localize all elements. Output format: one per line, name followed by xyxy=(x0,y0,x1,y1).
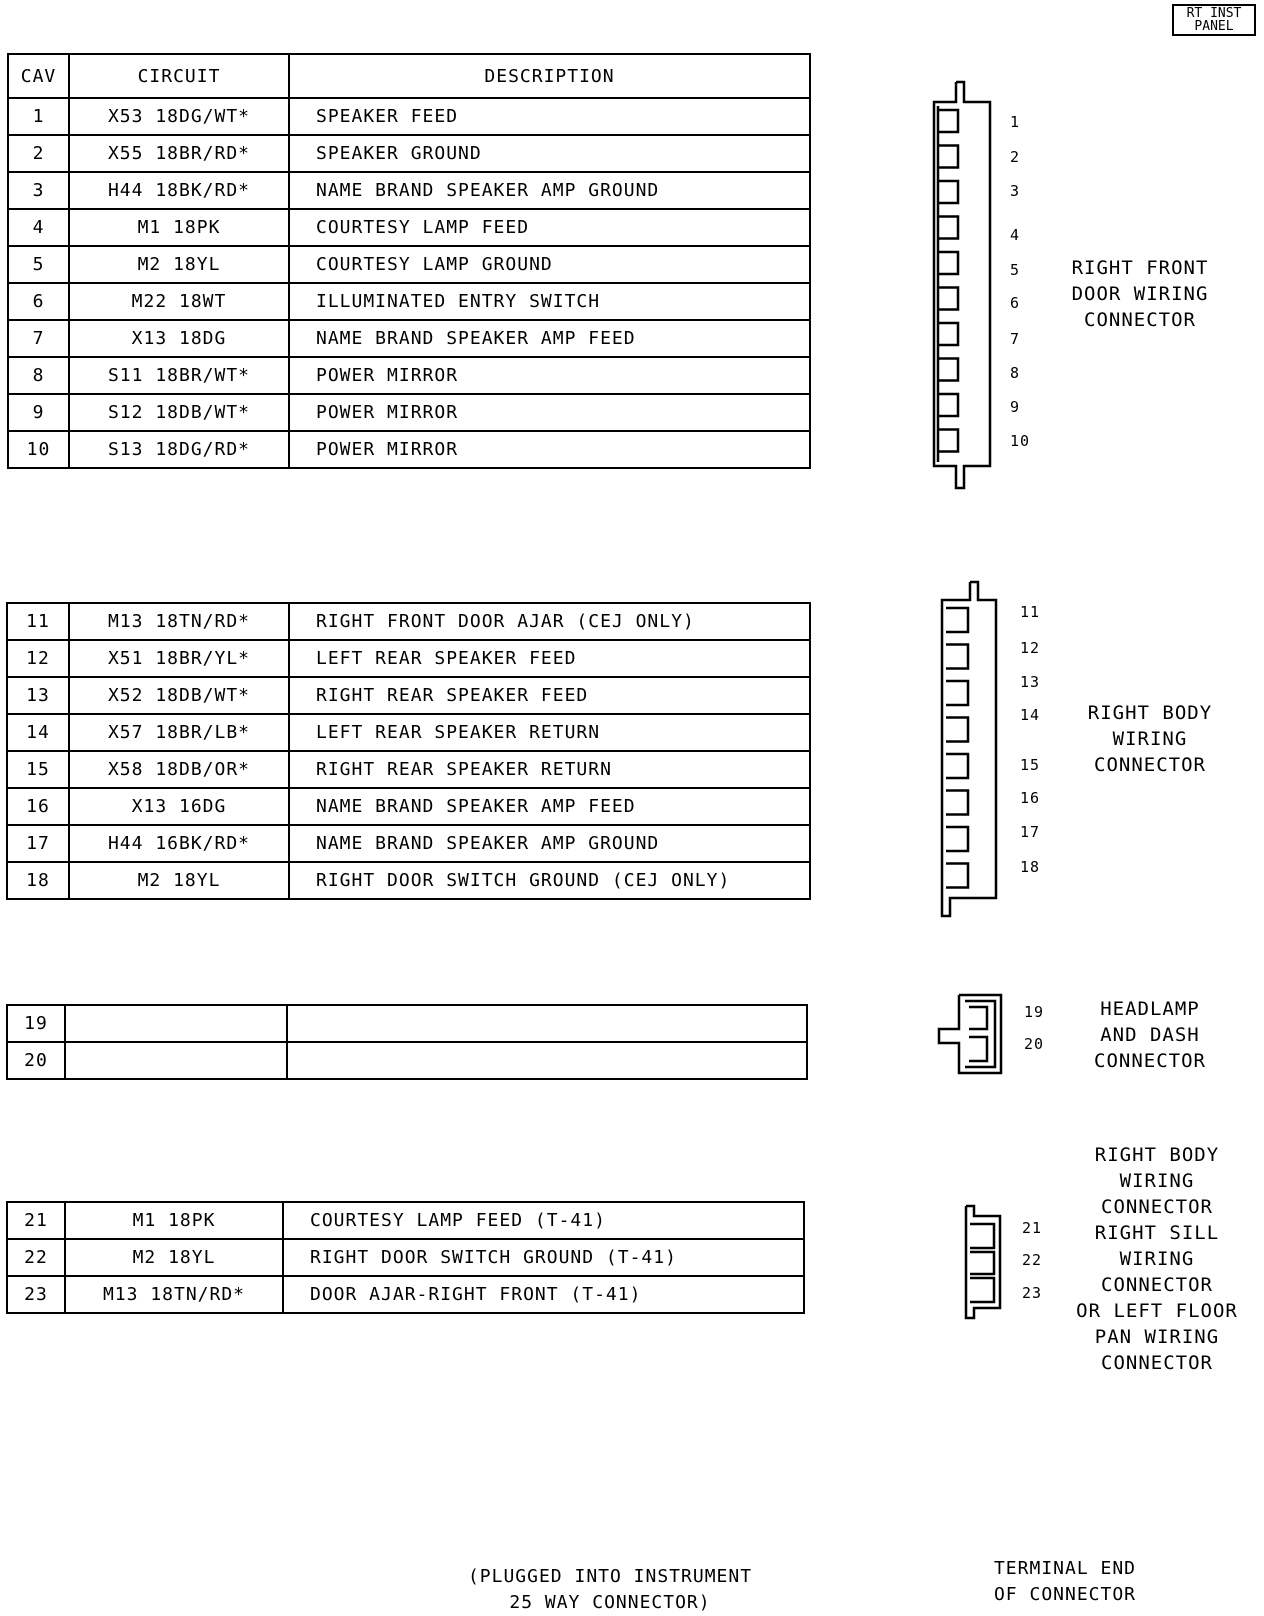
circuit-cell: M1 18PK xyxy=(69,209,289,246)
circuit-cell xyxy=(65,1005,287,1042)
table-row xyxy=(7,1239,804,1276)
label-line: PAN WIRING xyxy=(1094,1326,1220,1348)
table-row xyxy=(7,677,810,714)
circuit-cell: X52 18DB/WT* xyxy=(69,677,289,714)
description-cell xyxy=(287,1005,807,1042)
circuit-cell: S13 18DG/RD* xyxy=(69,431,289,468)
description-cell: DOOR AJAR-RIGHT FRONT (T-41) xyxy=(283,1276,804,1313)
table-row xyxy=(8,394,810,431)
description-cell: NAME BRAND SPEAKER AMP GROUND xyxy=(289,825,810,862)
table-row xyxy=(7,1005,807,1042)
label-line: OR LEFT FLOOR xyxy=(1076,1300,1238,1322)
table-row xyxy=(7,862,810,899)
connector-slot xyxy=(938,110,958,132)
header-cav: CAV xyxy=(8,54,69,98)
headlamp-dash-connector-label xyxy=(1060,996,1240,1074)
connector-slot xyxy=(938,288,958,310)
table-row xyxy=(8,320,810,357)
footer-line: TERMINAL END xyxy=(993,1558,1137,1579)
label-line: CONNECTOR xyxy=(1101,1196,1213,1218)
connector-slot xyxy=(938,217,958,239)
right-front-door-connector-drawing xyxy=(930,80,1000,490)
table-row xyxy=(7,1202,804,1239)
circuit-cell xyxy=(65,1042,287,1079)
description-cell: RIGHT DOOR SWITCH GROUND (CEJ ONLY) xyxy=(289,862,810,899)
pin-number: 11 xyxy=(1020,603,1041,621)
table-row xyxy=(8,246,810,283)
circuit-cell: S12 18DB/WT* xyxy=(69,394,289,431)
description-cell: NAME BRAND SPEAKER AMP GROUND xyxy=(289,172,810,209)
cavity-table-4 xyxy=(6,1201,805,1314)
description-cell: POWER MIRROR xyxy=(289,357,810,394)
table-row xyxy=(7,1276,804,1313)
cav-cell: 4 xyxy=(8,209,69,246)
table-row xyxy=(8,98,810,135)
pin-number: 7 xyxy=(1010,330,1021,348)
cav-cell: 19 xyxy=(7,1005,65,1042)
cavity-table-1 xyxy=(7,53,811,469)
connector-slot xyxy=(938,181,958,203)
cavity-table-3 xyxy=(6,1004,808,1080)
description-cell: NAME BRAND SPEAKER AMP FEED xyxy=(289,788,810,825)
pin-number: 15 xyxy=(1020,756,1041,774)
circuit-cell: M13 18TN/RD* xyxy=(69,603,289,640)
cav-cell: 2 xyxy=(8,135,69,172)
table-row xyxy=(7,640,810,677)
label-line: CONNECTOR xyxy=(1101,1274,1213,1296)
cav-cell: 14 xyxy=(7,714,69,751)
footer-right-note xyxy=(965,1556,1165,1608)
pin-number: 12 xyxy=(1020,639,1041,657)
description-cell: COURTESY LAMP GROUND xyxy=(289,246,810,283)
label-line: CONNECTOR xyxy=(1084,309,1196,331)
pin-number: 9 xyxy=(1010,398,1021,416)
connector-slot xyxy=(938,323,958,345)
circuit-cell: X57 18BR/LB* xyxy=(69,714,289,751)
circuit-cell: H44 18BK/RD* xyxy=(69,172,289,209)
sill-floor-pan-connector-drawing xyxy=(960,1204,1020,1324)
label-line: HEADLAMP xyxy=(1100,998,1200,1020)
cav-cell: 3 xyxy=(8,172,69,209)
circuit-cell: M2 18YL xyxy=(65,1239,283,1276)
description-cell: SPEAKER FEED xyxy=(289,98,810,135)
table-row xyxy=(7,603,810,640)
pin-number: 13 xyxy=(1020,673,1041,691)
circuit-cell: X53 18DG/WT* xyxy=(69,98,289,135)
description-cell: RIGHT REAR SPEAKER FEED xyxy=(289,677,810,714)
table-row xyxy=(8,135,810,172)
table-row xyxy=(8,431,810,468)
label-line: WIRING xyxy=(1112,728,1188,750)
table-header-row xyxy=(8,54,810,98)
connector-slot xyxy=(938,394,958,416)
pin-number: 22 xyxy=(1022,1251,1043,1269)
circuit-cell: X51 18BR/YL* xyxy=(69,640,289,677)
label-line: WIRING xyxy=(1119,1248,1195,1270)
label-line: RIGHT BODY xyxy=(1087,702,1213,724)
connector-slot xyxy=(946,864,968,888)
footer-left-note xyxy=(440,1564,780,1616)
headlamp-dash-connector-drawing xyxy=(935,993,1015,1078)
label-line: CONNECTOR xyxy=(1094,754,1206,776)
description-cell: POWER MIRROR xyxy=(289,394,810,431)
description-cell: COURTESY LAMP FEED xyxy=(289,209,810,246)
table-row xyxy=(8,357,810,394)
footer-line: (PLUGGED INTO INSTRUMENT xyxy=(467,1566,753,1587)
circuit-cell: X13 18DG xyxy=(69,320,289,357)
pin-number: 16 xyxy=(1020,789,1041,807)
cav-cell: 17 xyxy=(7,825,69,862)
label-line: RIGHT BODY xyxy=(1094,1144,1220,1166)
label-line: WIRING xyxy=(1119,1170,1195,1192)
right-body-connector-label xyxy=(1060,700,1240,778)
pin-number: 6 xyxy=(1010,294,1021,312)
connector-slot xyxy=(946,645,968,669)
pin-number: 14 xyxy=(1020,706,1041,724)
label-line: RIGHT FRONT xyxy=(1071,257,1209,279)
circuit-cell: S11 18BR/WT* xyxy=(69,357,289,394)
sill-floor-pan-connector-label xyxy=(1062,1142,1252,1376)
circuit-cell: M1 18PK xyxy=(65,1202,283,1239)
table-row xyxy=(7,1042,807,1079)
circuit-cell: X13 16DG xyxy=(69,788,289,825)
cav-cell: 12 xyxy=(7,640,69,677)
description-cell: RIGHT FRONT DOOR AJAR (CEJ ONLY) xyxy=(289,603,810,640)
description-cell: POWER MIRROR xyxy=(289,431,810,468)
description-cell: ILLUMINATED ENTRY SWITCH xyxy=(289,283,810,320)
connector-slot xyxy=(938,359,958,381)
header-circuit: CIRCUIT xyxy=(69,54,289,98)
footer-line: OF CONNECTOR xyxy=(993,1584,1137,1605)
label-line: RIGHT SILL xyxy=(1094,1222,1220,1244)
corner-tag xyxy=(1172,4,1256,36)
cav-cell: 16 xyxy=(7,788,69,825)
cav-cell: 15 xyxy=(7,751,69,788)
description-cell: RIGHT REAR SPEAKER RETURN xyxy=(289,751,810,788)
cav-cell: 11 xyxy=(7,603,69,640)
connector-slot xyxy=(938,146,958,168)
label-line: DOOR WIRING xyxy=(1071,283,1209,305)
pin-number: 23 xyxy=(1022,1284,1043,1302)
description-cell: SPEAKER GROUND xyxy=(289,135,810,172)
cav-cell: 21 xyxy=(7,1202,65,1239)
connector-slot xyxy=(946,681,968,705)
label-line: CONNECTOR xyxy=(1101,1352,1213,1374)
table-row xyxy=(7,788,810,825)
pin-number: 8 xyxy=(1010,364,1021,382)
footer-line: 25 WAY CONNECTOR) xyxy=(509,1592,711,1613)
right-body-connector-drawing xyxy=(938,580,1008,920)
header-description: DESCRIPTION xyxy=(289,54,810,98)
description-cell: COURTESY LAMP FEED (T-41) xyxy=(283,1202,804,1239)
connector-slot xyxy=(938,430,958,452)
circuit-cell: M22 18WT xyxy=(69,283,289,320)
description-cell: LEFT REAR SPEAKER RETURN xyxy=(289,714,810,751)
table-row xyxy=(7,825,810,862)
pin-number: 10 xyxy=(1010,432,1031,450)
corner-tag-line1: RT INST xyxy=(1186,6,1242,21)
connector-slot xyxy=(946,718,968,742)
cavity-table-2 xyxy=(6,602,811,900)
corner-tag-line2: PANEL xyxy=(1194,19,1234,34)
connector-slot xyxy=(938,252,958,274)
pin-number: 18 xyxy=(1020,858,1041,876)
pin-number: 20 xyxy=(1024,1035,1045,1053)
description-cell xyxy=(287,1042,807,1079)
table-row xyxy=(7,714,810,751)
circuit-cell: H44 16BK/RD* xyxy=(69,825,289,862)
cav-cell: 13 xyxy=(7,677,69,714)
circuit-cell: M13 18TN/RD* xyxy=(65,1276,283,1313)
cav-cell: 9 xyxy=(8,394,69,431)
label-line: CONNECTOR xyxy=(1094,1050,1206,1072)
cav-cell: 7 xyxy=(8,320,69,357)
circuit-cell: X55 18BR/RD* xyxy=(69,135,289,172)
pin-number: 17 xyxy=(1020,823,1041,841)
pin-number: 5 xyxy=(1010,261,1021,279)
connector-slot xyxy=(946,827,968,851)
circuit-cell: X58 18DB/OR* xyxy=(69,751,289,788)
connector-slot xyxy=(946,791,968,815)
pin-number: 2 xyxy=(1010,148,1021,166)
cav-cell: 18 xyxy=(7,862,69,899)
right-front-door-connector-label xyxy=(1050,255,1230,333)
description-cell: LEFT REAR SPEAKER FEED xyxy=(289,640,810,677)
cav-cell: 5 xyxy=(8,246,69,283)
cav-cell: 8 xyxy=(8,357,69,394)
cav-cell: 23 xyxy=(7,1276,65,1313)
connector-slot xyxy=(946,754,968,778)
pin-number: 4 xyxy=(1010,226,1021,244)
connector-slot xyxy=(946,608,968,632)
cav-cell: 22 xyxy=(7,1239,65,1276)
cav-cell: 1 xyxy=(8,98,69,135)
table-row xyxy=(8,172,810,209)
table-row xyxy=(8,209,810,246)
description-cell: RIGHT DOOR SWITCH GROUND (T-41) xyxy=(283,1239,804,1276)
label-line: AND DASH xyxy=(1100,1024,1200,1046)
table-row xyxy=(8,283,810,320)
cav-cell: 6 xyxy=(8,283,69,320)
pin-number: 1 xyxy=(1010,113,1021,131)
description-cell: NAME BRAND SPEAKER AMP FEED xyxy=(289,320,810,357)
cav-cell: 10 xyxy=(8,431,69,468)
pin-number: 3 xyxy=(1010,182,1021,200)
pin-number: 19 xyxy=(1024,1003,1045,1021)
pin-number: 21 xyxy=(1022,1219,1043,1237)
table-row xyxy=(7,751,810,788)
cav-cell: 20 xyxy=(7,1042,65,1079)
circuit-cell: M2 18YL xyxy=(69,246,289,283)
circuit-cell: M2 18YL xyxy=(69,862,289,899)
